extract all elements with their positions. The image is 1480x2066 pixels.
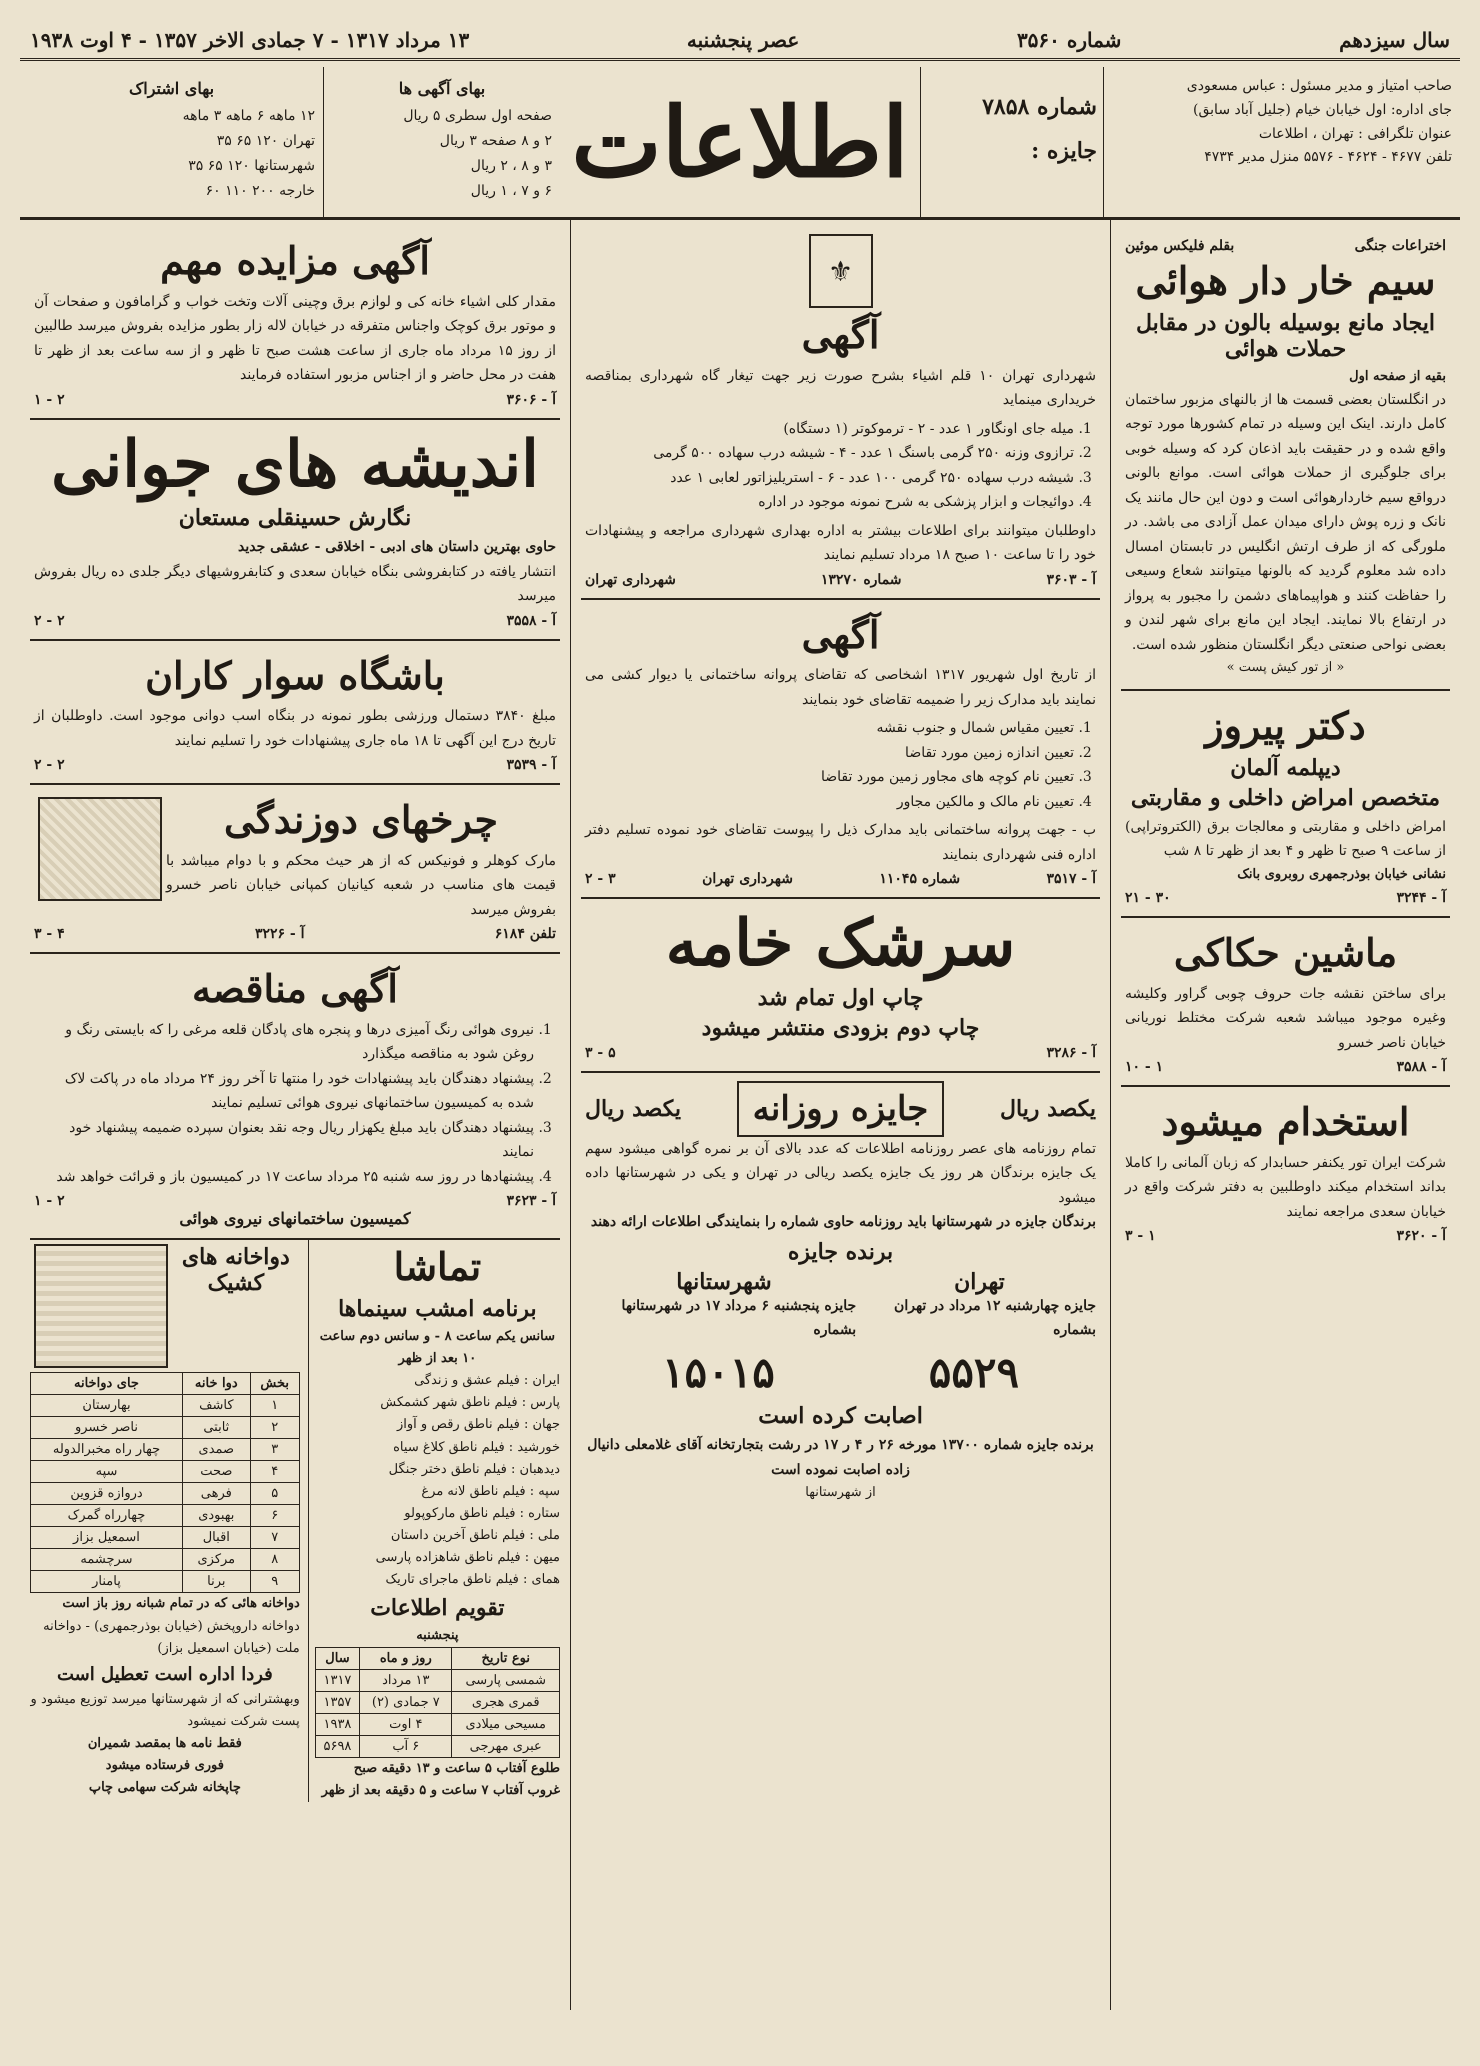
auction-title: آگهی مزایده مهم (160, 238, 430, 283)
table-cell: شمسی پارسی (452, 1670, 560, 1692)
calendar-day: پنجشنبه (416, 1628, 459, 1644)
table-header-row (315, 1648, 559, 1670)
office-line: جای اداره: اول خیابان خیام (جلیل آباد سابق) (1193, 101, 1452, 118)
table-cell: کاشف (182, 1395, 250, 1417)
table-cell: برنا (182, 1571, 250, 1593)
book-title: سرشک خامه (665, 906, 1016, 982)
theater-line: خورشید : فیلم ناطق کلاغ سیاه (393, 1439, 560, 1455)
year-label: سال سیزدهم (1339, 28, 1450, 52)
bottom-left-grid (30, 1240, 560, 1802)
list-item: 3. تعیین نام کوچه های مجاور زمین مورد تقاضا (585, 765, 1074, 790)
pharmacy-note: دواخانه داروپخش (خیابان بوذرجمهری) - دواخانه ملت (خیابان اسمعیل بزاز) (43, 1618, 300, 1656)
table-cell: ۷ جمادی (۲) (360, 1692, 452, 1714)
table-cell: ۳ (250, 1439, 299, 1461)
table-cell: قمری هجری (452, 1692, 560, 1714)
doctor-title: دکتر پیروز (1205, 703, 1366, 749)
ad-meta (1125, 1228, 1446, 1244)
table-header: دوا خانه (182, 1373, 250, 1395)
calendar-table (315, 1647, 560, 1758)
table-row (31, 1505, 300, 1527)
table-cell: صحت (182, 1461, 250, 1483)
table-cell: ۴ اوت (360, 1714, 452, 1736)
list-item: 1. تعیین مقیاس شمال و جنوب نقشه (585, 716, 1074, 741)
table-cell: ۱۳ مرداد (360, 1670, 452, 1692)
subscription-line: تهران ۱۲۰ ۶۵ ۳۵ (216, 132, 315, 149)
issue-label: شماره ۳۵۶۰ (1016, 28, 1122, 52)
theater-line: ایران : فیلم عشق و زندگی (414, 1373, 560, 1389)
ad-title: آگهی (801, 611, 880, 657)
table-row (315, 1736, 559, 1758)
tehran-number: ۵۵۲۹ (928, 1348, 1020, 1398)
ad-rate-line: صفحه اول سطری ۵ ریال (403, 107, 552, 124)
table-cell: عبری مهرجی (452, 1736, 560, 1758)
book-line1: چاپ اول تمام شد (757, 984, 924, 1011)
prize-left: یکصد ریال (1000, 1095, 1096, 1122)
ad-ref: آ - ۳۵۵۸ (506, 612, 556, 629)
list-item: 4. پیشنهادها در روز سه شنبه ۲۵ مرداد ساعت ۱۷ در کمیسیون باز و قرائت خواهد شد (34, 1165, 534, 1190)
prize-body: تمام روزنامه های عصر روزنامه اطلاعات که عدد بالای آن بر نمره گواهی میشود سهم یک جایزه برندگان هر روز یک جایزه یکصد ریالی در تهران و یکی در شهرستانها داده میشود (585, 1140, 1097, 1206)
prize-numbers (585, 1348, 1096, 1397)
table-cell: فرهی (182, 1483, 250, 1505)
provinces-number: ۱۵۰۱۵ (662, 1348, 775, 1398)
prize-title: جایزه روزانه (737, 1081, 945, 1137)
issue-number-box (920, 67, 1103, 217)
table-header: روز و ماه (360, 1648, 452, 1670)
publisher-info (1103, 67, 1460, 217)
engraving-title: ماشین حکاکی (1173, 929, 1398, 975)
table-header-row (31, 1373, 300, 1395)
ad-rate-line: ۶ و ۷ ، ۱ ریال (470, 183, 552, 200)
left-column (20, 220, 570, 2010)
hiring-title: استخدام میشود (1161, 1099, 1410, 1145)
club-title: باشگاه سوار کاران (145, 652, 445, 698)
ad-ref: آ - ۳۵۳۹ (506, 757, 556, 774)
theater-title: تماشا (393, 1244, 482, 1290)
municipality-ad (581, 226, 1100, 600)
dates-label: ۱۳ مرداد ۱۳۱۷ - ۷ جمادی الاخر ۱۳۵۷ - ۴ اوت ۱۹۳۸ (30, 28, 470, 52)
theater-line: سپه : فیلم ناطق لانه مرغ (421, 1483, 560, 1499)
ad-num: شماره ۱۳۲۷۰ (820, 571, 902, 588)
table-cell: ۴ (250, 1461, 299, 1483)
ad-ref: آ - ۳۶۰۶ (506, 391, 556, 408)
table-cell: ۶ (250, 1505, 299, 1527)
ad-code: ۴ - ۳ (34, 926, 65, 943)
printer-credit: چاپخانه شرکت سهامی چاپ (88, 1780, 241, 1796)
prize-footer: برنده جایزه شماره ۱۳۷۰۰ مورخه ۲۶ ر ۴ ر ۱۷ در رشت بتجارتخانه آقای غلامعلی دانیال زاده اصابت نموده است (587, 1437, 1094, 1478)
hiring-ad (1121, 1087, 1450, 1254)
ad-meta (585, 572, 1096, 588)
prize-right: یکصد ریال (585, 1095, 681, 1122)
ad-items (585, 716, 1096, 814)
pharmacy-note-title: دواخانه هائی که در تمام شبانه روز باز است (62, 1596, 300, 1612)
ad-title: آگهی (801, 312, 880, 357)
table-cell: مرکزی (182, 1549, 250, 1571)
list-item: 4. دوائیجات و ابزار پزشکی به شرح نمونه موجود در اداره (585, 490, 1074, 515)
table-cell: سرچشمه (31, 1549, 183, 1571)
auction-body: مقدار کلی اشیاء خانه کی و لوازم برق وچینی آلات وتخت خواب و گرامافون و صفحات آن و موتور برق کوچک واجناس متفرقه در خیابان لاله زار بطور مزایده بفروش میرسد طالبین از روز ۱۵ مرداد ماه جاری از ساعت هشت صبح تا ظهر و از سه ساعت بعد از ظهر تا هفت در محل حاضر و از اجناس مزبور استفاده فرمایند (34, 293, 556, 384)
book-author: نگارش حسینقلی مستعان (178, 505, 412, 532)
telegraph-line: عنوان تلگرافی : تهران ، اطلاعات (1258, 125, 1452, 142)
book-ad-sereshk (581, 899, 1100, 1073)
ad-rates (323, 67, 560, 217)
tender-title: آگهی مناقصه (192, 966, 398, 1012)
ad-meta (34, 613, 556, 629)
ad-body: ب - جهت پروانه ساختمانی باید مدارک ذیل را پیوست تقاضای خود نموده تسلیم دفتر اداره فنی شهرداری بنمایند (585, 822, 1096, 863)
newspaper-page (20, 18, 1460, 2028)
sunrise: طلوع آفتاب ۵ ساعت و ۱۳ دقیقه صبح (353, 1761, 560, 1777)
table-header: نوع تاریخ (452, 1648, 560, 1670)
list-item: 2. تعیین اندازه زمین مورد تقاضا (585, 741, 1074, 766)
pharmacy-image-label: دواخانه های کشیک (181, 1244, 290, 1297)
issue-number: شماره ۷۸۵۸ (982, 94, 1097, 120)
ad-intro: از تاریخ اول شهریور ۱۳۱۷ اشخاصی که تقاضای پروانه ساختمانی یا دیوار کشی می نمایند باید مدارک زیر را ضمیمه تقاضای خود بنمایند (585, 667, 1096, 708)
article-continued: بقیه از صفحه اول (1349, 368, 1446, 384)
tender-ad (30, 954, 560, 1240)
tender-items (34, 1018, 556, 1190)
ad-rate-line: ۳ و ۸ ، ۲ ریال (470, 158, 552, 175)
table-cell: ۲ (250, 1417, 299, 1439)
prize-cities (585, 1269, 1096, 1295)
theater-line: میهن : فیلم ناطق شاهزاده پارسی (375, 1550, 560, 1565)
doctor-address: نشانی خیابان بوذرجمهری روبروی بانک (1237, 866, 1446, 882)
doctor-specialty: متخصص امراض داخلی و مقاربتی (1130, 784, 1441, 811)
ad-phone: تلفن ۶۱۸۴ (494, 926, 556, 943)
theater-line: همای : فیلم ناطق ماجرای تاریک (385, 1572, 560, 1588)
ad-meta (34, 1193, 556, 1209)
ad-meta (1125, 1059, 1446, 1075)
list-item: 3. شیشه درب سهاده ۲۵۰ گرمی ۱۰۰ عدد - ۶ - استریلیزاتور لعابی ۱ عدد (585, 466, 1074, 491)
ad-sign: شهرداری تهران (585, 571, 676, 588)
table-row (31, 1417, 300, 1439)
ad-meta (585, 1045, 1096, 1061)
subscription-head: ۱۲ ماهه ۶ ماهه ۳ ماهه (182, 107, 315, 124)
ad-meta (1125, 890, 1446, 906)
ad-body: داوطلبان میتوانند برای اطلاعات بیشتر به اداره بهداری شهرداری مراجعه و پیشنهادات خود را تا ساعت ۱۰ صبح ۱۸ مرداد تسلیم نمایند (585, 522, 1096, 564)
prize-label: جایزه : (1031, 138, 1097, 164)
ad-code: ۲ - ۱ (34, 391, 65, 408)
ad-sign: شهرداری تهران (702, 871, 793, 888)
list-item: 2. پیشنهاد دهندگان باید پیشنهادات خود را منتها تا آخر روز ۲۴ مرداد ماه در پاکت لاک شده به کمیسیون ساختمانهای نیروی هوائی تسلیم نمایند (34, 1067, 534, 1116)
ad-meta (34, 392, 556, 408)
tender-sign: کمیسیون ساختمانهای نیروی هوائی (179, 1209, 411, 1229)
table-header: سال (315, 1648, 359, 1670)
article-body: در انگلستان بعضی قسمت ها از بالنهای مزبور ساختمان کامل دارند. اینک این وسیله در تمام کشورها مورد توجه واقع شده و در حقیقت باید اذعان کرد که وسیله خوبی برای جلوگیری از حملات هوائی است. موانع بالونی درواقع سیم خاردارهوائی است و دون این حال مانند یک نانک و زره پوش دارای میدان عمل آزادی می باشد. در ملورگی که از طرف ارتش انگلیس در تابستان امسال داده شد معلوم گردید که بالونها میتوانند شعاع وسیعی را حفاظت کنند و هواپیماهای دشمن را مجبور به پرواز در ارتفاع بالا نمایند. ایجاد این مانع برای شهر لندن و بعضی نواحی صنعتی دیگر انگلستان منظور شده است. (1125, 391, 1446, 653)
ad-code: ۱ - ۳ (1125, 1228, 1156, 1245)
table-row (31, 1527, 300, 1549)
theater-line: دیدهبان : فیلم ناطق دختر جنگل (388, 1461, 560, 1477)
ad-meta (34, 757, 556, 773)
ad-ref: آ - ۳۲۸۶ (1046, 1044, 1096, 1061)
sewing-title: چرخهای دوزندگی (224, 797, 498, 843)
table-cell: سپه (31, 1461, 183, 1483)
subscription-rates (20, 67, 323, 217)
masthead (20, 67, 1460, 220)
table-cell: ثابتی (182, 1417, 250, 1439)
table-row (31, 1571, 300, 1593)
winner-label: برنده جایزه (787, 1238, 894, 1265)
prize-note: برندگان جایزه در شهرستانها باید روزنامه حاوی شماره را بنمایندگی اطلاعات ارائه دهند (590, 1214, 1096, 1231)
hiring-body: شرکت ایران تور یکنفر حسابدار که زبان آلمانی را کاملا بداند استخدام میکند داوطلبین به دفتر شرکت واقع در خیابان سعدی مراجعه نمایند (1125, 1154, 1446, 1220)
book-line2: چاپ دوم بزودی منتشر میشود (701, 1014, 980, 1041)
columns (20, 220, 1460, 2010)
list-item: 3. پیشنهاد دهندگان باید مبلغ یکهزار ریال وجه نقد بعنوان سپرده ضمیمه پیشنهاد خود نمایند (34, 1116, 534, 1165)
table-cell: ۱۹۳۸ (315, 1714, 359, 1736)
phones-line: تلفن ۴۶۷۷ - ۴۶۲۴ - ۵۵۷۶ منزل مدیر ۴۷۳۴ (1204, 149, 1452, 166)
holiday-notice2: فوری فرستاده میشود (105, 1758, 224, 1774)
subscription-title: بهای اشتراک (128, 79, 215, 98)
calendar-title: تقویم اطلاعات (370, 1595, 505, 1622)
list-item: 2. ترازوی وزنه ۲۵۰ گرمی باسنگ ۱ عدد - ۴ - شیشه درب سهاده ۵۰۰ گرمی (585, 441, 1074, 466)
sewing-machine-icon (38, 797, 162, 901)
ad-rate-line: ۲ و ۸ صفحه ۳ ریال (439, 132, 552, 149)
ad-code: ۲ - ۲ (34, 612, 65, 629)
ad-ref: آ - ۳۶۲۳ (506, 1193, 556, 1210)
ad-ref: آ - ۳۲۴۴ (1396, 889, 1446, 906)
theater-subtitle: برنامه امشب سینماها (338, 1296, 537, 1323)
table-row (31, 1461, 300, 1483)
sewing-ad (30, 785, 560, 954)
table-cell: ۵۶۹۸ (315, 1736, 359, 1758)
ad-code: ۱ - ۱۰ (1125, 1059, 1164, 1076)
holiday-title: فردا اداره است تعطیل است (56, 1663, 273, 1685)
pharmacy-table (30, 1372, 300, 1593)
article-byline: بقلم فلیکس موئین (1125, 238, 1235, 254)
table-cell: اسمعیل بزاز (31, 1527, 183, 1549)
book-body: انتشار یافته در کتابفروشی بنگاه خیابان سعدی و کتابفروشیهای دیگر جلدی ده ریال بفروش میرسد (34, 563, 556, 605)
article-tail: « از تور کیش پست » (1226, 660, 1345, 676)
ad-code: ۵ - ۳ (585, 1044, 616, 1061)
holiday-notice: فقط نامه ها بمقصد شمیران (87, 1735, 242, 1751)
barbed-wire-article (1121, 226, 1450, 691)
table-row (315, 1670, 559, 1692)
table-cell: ناصر خسرو (31, 1417, 183, 1439)
table-row (31, 1549, 300, 1571)
table-cell: پامنار (31, 1571, 183, 1593)
ad-code: ۳ - ۲ (585, 871, 616, 888)
table-cell: اقبال (182, 1527, 250, 1549)
ad-code: ۲ - ۲ (34, 757, 65, 774)
table-cell: ۱۳۱۷ (315, 1670, 359, 1692)
table-cell: دروازه قزوین (31, 1483, 183, 1505)
article-subtitle: ایجاد مانع بوسیله بالون در مقابل حملات هوائی (1135, 309, 1436, 362)
table-cell: صمدی (182, 1439, 250, 1461)
ad-ref: آ - ۳۶۰۳ (1046, 571, 1096, 588)
table-cell: چهارراه گمرک (31, 1505, 183, 1527)
center-column (570, 220, 1110, 2010)
table-cell: ۱۳۵۷ (315, 1692, 359, 1714)
city-tehran: تهران (954, 1268, 1005, 1295)
doctor-ad (1121, 691, 1450, 918)
ad-code: ۳۰ - ۲۱ (1125, 889, 1171, 906)
ad-ref: آ - ۳۵۸۸ (1396, 1059, 1446, 1076)
pharmacy-image (34, 1244, 168, 1368)
theater-line: پارس : فیلم ناطق شهر کشمکش (380, 1395, 560, 1411)
article-meta (1125, 238, 1446, 254)
theater-line: جهان : فیلم ناطق رقص و آواز (396, 1417, 560, 1433)
day-label: عصر پنجشنبه (686, 28, 800, 52)
list-item: 4. تعیین نام مالک و مالکین مجاور (585, 790, 1074, 815)
prize-texts (585, 1295, 1096, 1343)
pharmacy-section (30, 1240, 300, 1802)
table-cell: ۸ (250, 1549, 299, 1571)
ad-meta (585, 871, 1096, 887)
prize-hit: اصابت کرده است (758, 1403, 923, 1430)
book-ad (30, 420, 560, 641)
table-cell: مسیحی میلادی (452, 1714, 560, 1736)
table-row (31, 1395, 300, 1417)
theater-line: ستاره : فیلم ناطق مارکوپولو (404, 1505, 560, 1521)
ad-items (585, 417, 1096, 515)
article-kicker: اختراعات جنگی (1354, 238, 1446, 254)
prize-footer2: از شهرستانها (805, 1485, 876, 1501)
table-row (31, 1483, 300, 1505)
building-permit-ad (581, 600, 1100, 900)
newspaper-title: اطلاعات (571, 85, 909, 199)
table-row (315, 1714, 559, 1736)
ad-meta (34, 926, 556, 942)
doctor-body: امراض داخلی و مقاربتی و معالجات برق (الکتروتراپی) از ساعت ۹ صبح تا ظهر و ۴ بعد از ظهر تا ۸ شب (1125, 818, 1446, 860)
daily-prize (581, 1073, 1100, 1515)
emblem-icon: ⚜ (809, 234, 873, 308)
table-cell: ۶ آب (360, 1736, 452, 1758)
provinces-text: جایزه پنجشنبه ۶ مرداد ۱۷ در شهرستانها بشماره (621, 1297, 857, 1338)
club-body: مبلغ ۳۸۴۰ دستمال ورزشی بطور نمونه در بنگاه اسب دوانی موجود است. داوطلبان از تاریخ درج این آگهی تا ۱۸ ماه جاری پیشنهادات خود را تسلیم نمایند (34, 708, 556, 749)
club-ad (30, 641, 560, 786)
table-cell: ۷ (250, 1527, 299, 1549)
table-cell: ۱ (250, 1395, 299, 1417)
theater-sessions: سانس یکم ساعت ۸ - و سانس دوم ساعت ۱۰ بعد از ظهر (319, 1329, 556, 1367)
list-item: 1. میله جای اونگاور ۱ عدد - ۲ - ترموکوتر (۱ دستگاه) (585, 417, 1074, 442)
owner-line: صاحب امتیاز و مدیر مسئول : عباس مسعودی (1186, 78, 1452, 94)
table-cell: ۹ (250, 1571, 299, 1593)
book-title: اندیشه های جوانی (51, 426, 539, 502)
list-item: 1. نیروی هوائی رنگ آمیزی درها و پنجره های پادگان قلعه مرغی را که بایستی رنگ و روغن شود به مناقصه میگذارد (34, 1018, 534, 1067)
sunset: غروب آفتاب ۷ ساعت و ۵ دقیقه بعد از ظهر (321, 1783, 560, 1799)
right-column (1110, 220, 1460, 2010)
article-title: سیم خار دار هوائی (1135, 258, 1436, 303)
ad-code: ۲ - ۱ (34, 1193, 65, 1210)
book-desc: حاوی بهترین داستان های ادبی - اخلاقی - عشقی جدید (237, 539, 556, 556)
table-cell: بهبودی (182, 1505, 250, 1527)
ad-ref: آ - ۳۶۲۰ (1396, 1228, 1446, 1245)
table-header: بخش (250, 1373, 299, 1395)
theater-calendar (308, 1240, 560, 1802)
table-cell: بهارستان (31, 1395, 183, 1417)
ad-ref: آ - ۳۲۲۶ (254, 926, 305, 943)
sewing-body: مارک کوهلر و فونیکس که از هر حیث محکم و با دوام میباشد با قیمت های مناسب در شعبه کیانیان کمپانی خیابان ناصر خسرو بفروش میرسد (166, 852, 556, 918)
dateline (20, 18, 1460, 61)
subscription-line: خارجه ۲۰۰ ۱۱۰ ۶۰ (205, 183, 315, 200)
table-header: جای دواخانه (31, 1373, 183, 1395)
ad-num: شماره ۱۱۰۴۵ (879, 871, 961, 888)
engraving-ad (1121, 918, 1450, 1087)
tehran-text: جایزه چهارشنبه ۱۲ مرداد در تهران بشماره (894, 1297, 1096, 1338)
ad-intro: شهرداری تهران ۱۰ قلم اشیاء بشرح صورت زیر جهت تیغار گاه شهرداری بمناقصه خریداری مینماید (585, 367, 1096, 409)
doctor-diploma: دیپلمه آلمان (1230, 754, 1341, 781)
city-provinces: شهرستانها (676, 1268, 772, 1295)
table-row (315, 1692, 559, 1714)
engraving-body: برای ساختن نقشه جات حروف چوبی گراور وکلیشه وغیره موجود میباشد شعبه شرکت مختلط نوریانی خیابان ناصر خسرو (1125, 985, 1446, 1051)
ad-rates-title: بهای آگهی ها (398, 79, 486, 98)
prize-header (585, 1081, 1096, 1137)
holiday-body: وبهشترانی که از شهرستانها میرسد توزیع میشود و پست شرکت نمیشود (30, 1691, 300, 1729)
ad-ref: آ - ۳۵۱۷ (1046, 871, 1096, 888)
table-cell: چهار راه مخبرالدوله (31, 1439, 183, 1461)
theater-line: ملی : فیلم ناطق آخرین داستان (390, 1527, 560, 1543)
auction-ad (30, 226, 560, 420)
subscription-line: شهرستانها ۱۲۰ ۶۵ ۳۵ (188, 158, 315, 175)
table-row (31, 1439, 300, 1461)
table-cell: ۵ (250, 1483, 299, 1505)
